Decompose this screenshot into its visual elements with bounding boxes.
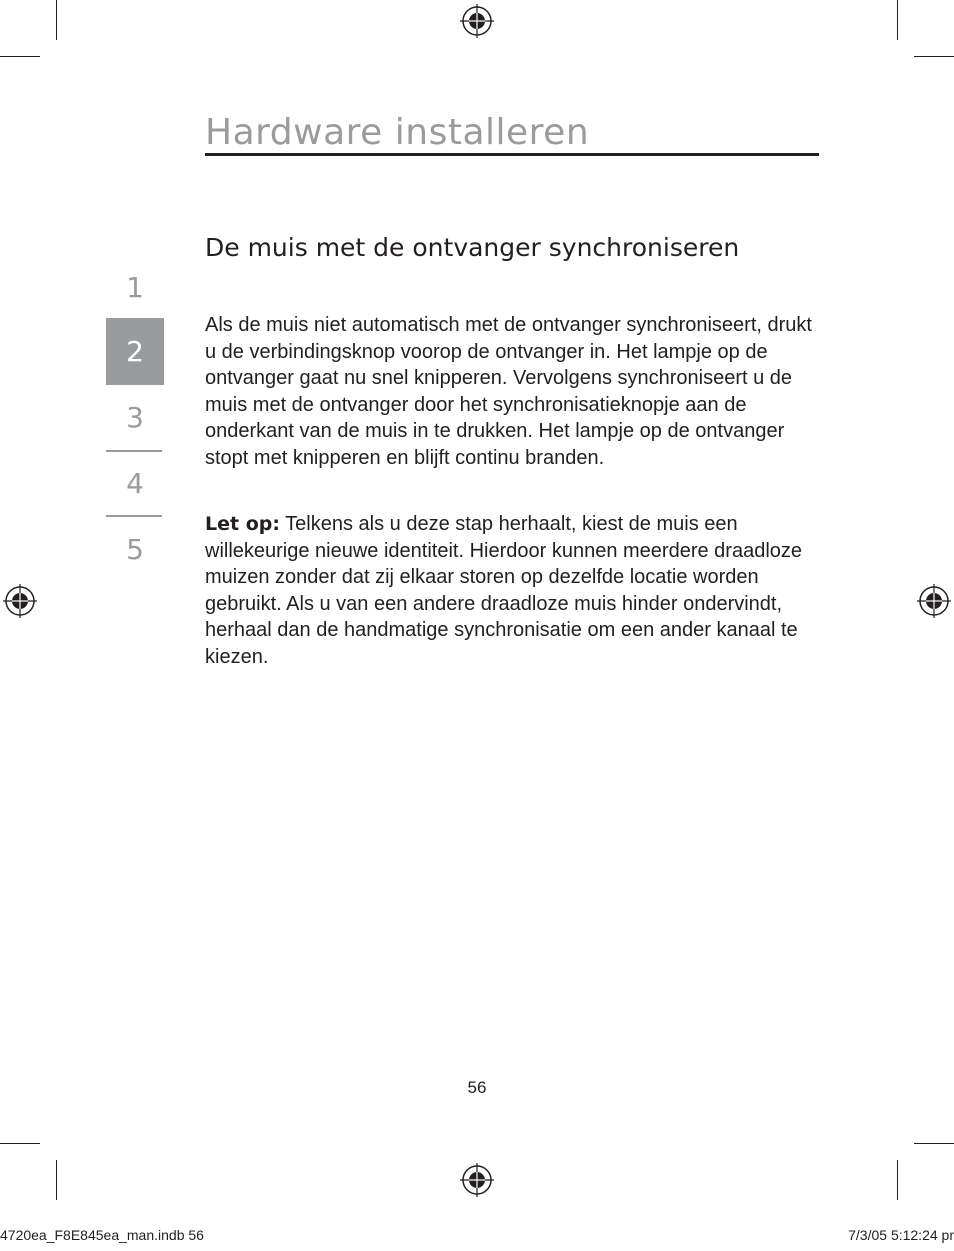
- title-rule: [205, 153, 819, 156]
- crop-mark-icon: [56, 0, 57, 40]
- step-1: 1: [126, 271, 144, 304]
- slug-file: 4720ea_F8E845ea_man.indb 56: [0, 1227, 204, 1243]
- body-paragraph: Als de muis niet automatisch met de ontvanger synchroniseert, drukt u de verbindingsknop voorop de ontvanger in. Het lampje op de ontvanger gaat nu snel knipperen. Vervolgens synchroniseert u de muis met de ontvanger door het synchronisatieknopje aan de onderkant van de muis in te drukken. Het lampje op de ontvanger stopt met knipperen en blijft continu branden.: [205, 314, 812, 469]
- crop-mark-icon: [56, 1160, 57, 1200]
- step-divider: [106, 515, 162, 517]
- step-2-active: 2: [106, 318, 164, 385]
- registration-mark-icon: [3, 584, 37, 618]
- crop-mark-icon: [0, 56, 40, 57]
- crop-mark-icon: [914, 56, 954, 57]
- step-5: 5: [126, 533, 144, 566]
- step-divider: [106, 450, 162, 452]
- note-label: Let op:: [205, 513, 280, 535]
- step-4: 4: [126, 467, 144, 500]
- slug-timestamp: 7/3/05 5:12:24 pr: [848, 1227, 954, 1243]
- crop-mark-icon: [897, 1160, 898, 1200]
- page-title: Hardware installeren: [205, 112, 590, 153]
- crop-mark-icon: [897, 0, 898, 40]
- crop-mark-icon: [0, 1143, 40, 1144]
- registration-mark-icon: [460, 4, 494, 38]
- crop-mark-icon: [914, 1143, 954, 1144]
- section-heading: De muis met de ontvanger synchroniseren: [205, 233, 740, 262]
- note-paragraph: [205, 511, 821, 671]
- page-number: 56: [467, 1078, 487, 1097]
- registration-mark-icon: [460, 1163, 494, 1197]
- note-text: Telkens als u deze stap herhaalt, kiest de muis een willekeurige nieuwe identiteit. Hierdoor kunnen meerdere draadloze muizen zonder dat zij elkaar storen op dezelfde locatie worden gebruikt. Als u van een andere draadloze muis hinder ondervindt, herhaal dan de handmatige synchronisatie om een ander kanaal te kiezen.: [205, 513, 803, 668]
- registration-mark-icon: [917, 584, 951, 618]
- step-3: 3: [126, 401, 144, 434]
